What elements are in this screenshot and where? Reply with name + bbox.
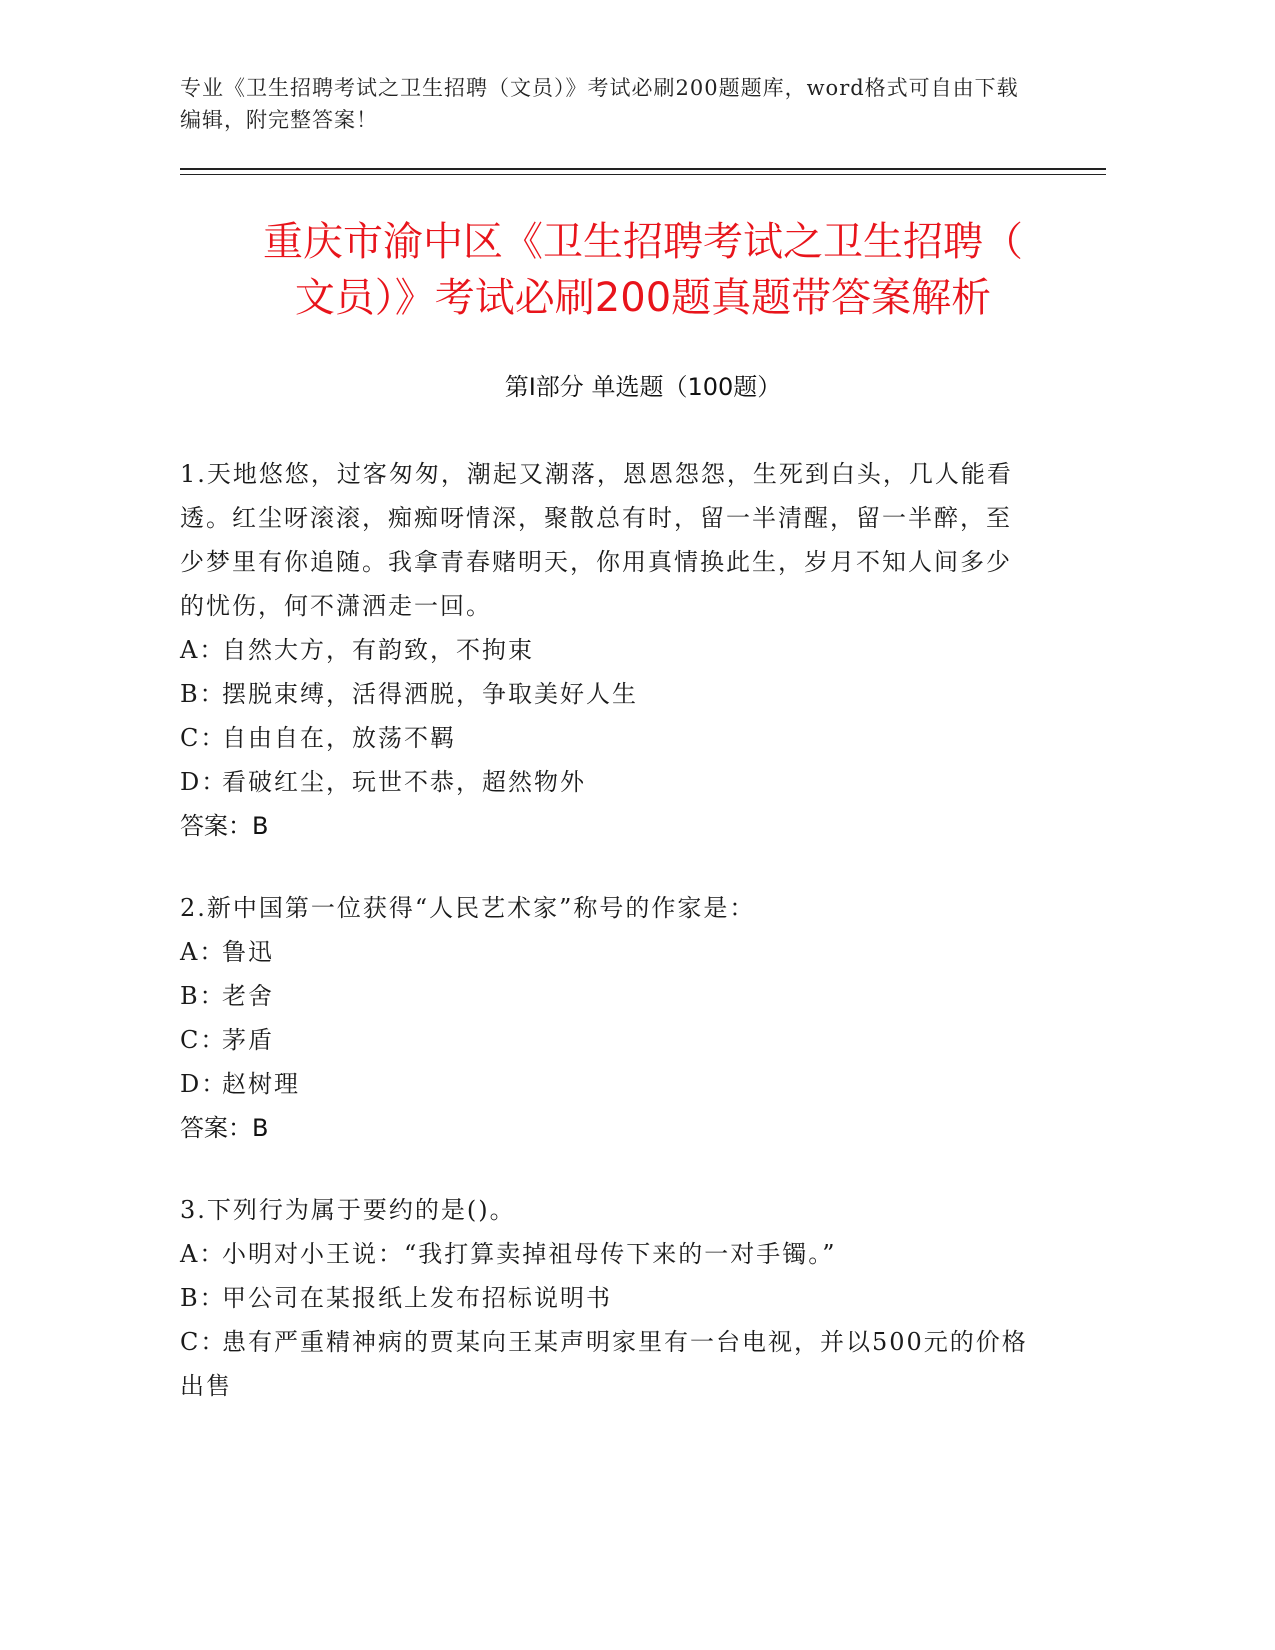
answer-line: 答案：B — [180, 812, 269, 840]
option-c — [180, 716, 1030, 760]
option-text: 摆脱束缚，活得洒脱，争取美好人生 — [222, 680, 638, 708]
question-stem: 1.天地悠悠，过客匆匆，潮起又潮落，恩恩怨怨，生死到白头，几人能看透。红尘呀滚滚，痴痴呀情深，聚散总有时，留一半清醒，留一半醉，至少梦里有你追随。我拿青春赌明天，你用真情换此生，岁月不知人间多少的忧伤，何不潇洒走一回。 — [180, 460, 1013, 620]
option-text: 茅盾 — [222, 1026, 274, 1054]
answer-line: 答案：B — [180, 1114, 269, 1142]
option-key: B： — [180, 1284, 226, 1312]
option-text: 小明对小王说：“我打算卖掉祖母传下来的一对手镯。” — [222, 1240, 837, 1268]
document-title-line-2: 文员）》考试必刷200题真题带答案解析 — [294, 275, 992, 321]
option-key: A： — [180, 938, 226, 966]
option-key: A： — [180, 1240, 226, 1268]
question-2 — [180, 886, 1030, 1150]
option-text: 甲公司在某报纸上发布招标说明书 — [222, 1284, 612, 1312]
question-1 — [180, 452, 1030, 848]
document-title-line-1: 重庆市渝中区《卫生招聘考试之卫生招聘（ — [263, 219, 1023, 265]
option-key: B： — [180, 982, 226, 1010]
header-divider-thin — [180, 174, 1106, 175]
question-stem: 2.新中国第一位获得“人民艺术家”称号的作家是： — [180, 894, 756, 922]
header-divider-thick — [180, 168, 1106, 170]
option-text: 老舍 — [222, 982, 274, 1010]
option-key: B： — [180, 680, 226, 708]
option-b — [180, 672, 1030, 716]
option-d — [180, 760, 1030, 804]
option-key: C： — [180, 1026, 227, 1054]
option-key: D： — [180, 1070, 228, 1098]
question-stem: 3.下列行为属于要约的是()。 — [180, 1196, 516, 1224]
option-key: C： — [180, 1328, 227, 1356]
option-b — [180, 974, 1030, 1018]
option-d — [180, 1062, 1030, 1106]
question-list — [180, 452, 1030, 1446]
option-c — [180, 1018, 1030, 1062]
header-note: 专业《卫生招聘考试之卫生招聘（文员）》考试必刷200题题库，word格式可自由下载编辑，附完整答案！ — [180, 76, 1019, 132]
option-text: 赵树理 — [222, 1070, 300, 1098]
option-text: 患有严重精神病的贾某向王某声明家里有一台电视，并以500元的价格出售 — [180, 1328, 1028, 1400]
option-key: C： — [180, 724, 227, 752]
option-text: 自由自在，放荡不羁 — [222, 724, 456, 752]
option-a — [180, 628, 1030, 672]
option-text: 看破红尘，玩世不恭，超然物外 — [222, 768, 586, 796]
option-a — [180, 1232, 1030, 1276]
option-c — [180, 1320, 1030, 1408]
section-title: 第Ⅰ部分 单选题（100题） — [504, 373, 782, 401]
option-a — [180, 930, 1030, 974]
option-text: 自然大方，有韵致，不拘束 — [222, 636, 534, 664]
option-text: 鲁迅 — [222, 938, 274, 966]
document-title — [180, 214, 1106, 326]
option-key: A： — [180, 636, 226, 664]
option-key: D： — [180, 768, 228, 796]
question-3 — [180, 1188, 1030, 1408]
option-b — [180, 1276, 1030, 1320]
